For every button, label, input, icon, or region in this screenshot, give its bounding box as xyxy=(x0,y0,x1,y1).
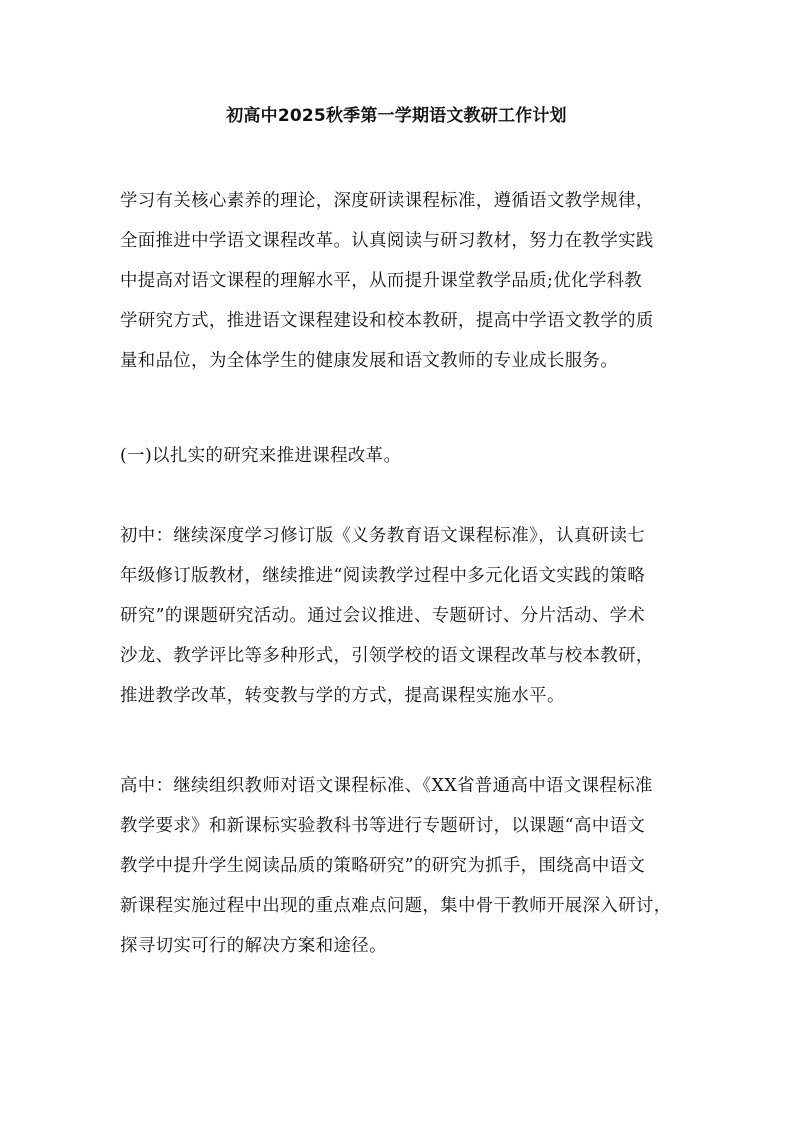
text-line: 教学中提升学生阅读品质的策略研究”的研究为抓手，围绕高中语文 xyxy=(120,856,646,876)
text-line: 年级修订版教材，继续推进“阅读教学过程中多元化语文实践的策略 xyxy=(120,566,646,586)
text-line: 量和品位，为全体学生的健康发展和语文教师的专业成长服务。 xyxy=(120,351,619,371)
text-line: 探寻切实可行的解决方案和途径。 xyxy=(120,936,387,956)
section-heading xyxy=(120,436,680,476)
document-title: 初高中2025秋季第一学期语文教研工作计划 xyxy=(226,106,567,126)
text-line: 推进教学改革，转变教与学的方式，提高课程实施水平。 xyxy=(120,686,565,706)
text-line: 学习有关核心素养的理论，深度研读课程标准，遵循语文教学规律， xyxy=(120,191,654,211)
text-line: 初中：继续深度学习修订版《义务教育语文课程标准》，认真研读七 xyxy=(120,526,646,546)
text-line: 沙龙、教学评比等多种形式，引领学校的语文课程改革与校本教研， xyxy=(120,646,654,666)
text-line: 学研究方式，推进语文课程建设和校本教研，提高中学语文教学的质 xyxy=(120,311,654,331)
section-heading-text: (一)以扎实的研究来推进课程改革。 xyxy=(120,446,402,466)
text-line: 全面推进中学语文课程改革。认真阅读与研习教材，努力在教学实践 xyxy=(120,231,654,251)
junior-high-paragraph xyxy=(120,516,680,716)
senior-high-paragraph xyxy=(120,766,680,966)
text-line: 新课程实施过程中出现的重点难点问题，集中骨干教师开展深入研讨， xyxy=(120,896,672,916)
text-line: 高中：继续组织教师对语文课程标准、《XX省普通高中语文课程标准 xyxy=(120,776,653,796)
text-line: 教学要求》和新课标实验教科书等进行专题研讨，以课题“高中语文 xyxy=(120,816,646,836)
text-line: 中提高对语文课程的理解水平，从而提升课堂教学品质;优化学科教 xyxy=(120,271,643,291)
intro-paragraph xyxy=(120,181,680,381)
text-line: 研究”的课题研究活动。通过会议推进、专题研讨、分片活动、学术 xyxy=(120,606,646,626)
